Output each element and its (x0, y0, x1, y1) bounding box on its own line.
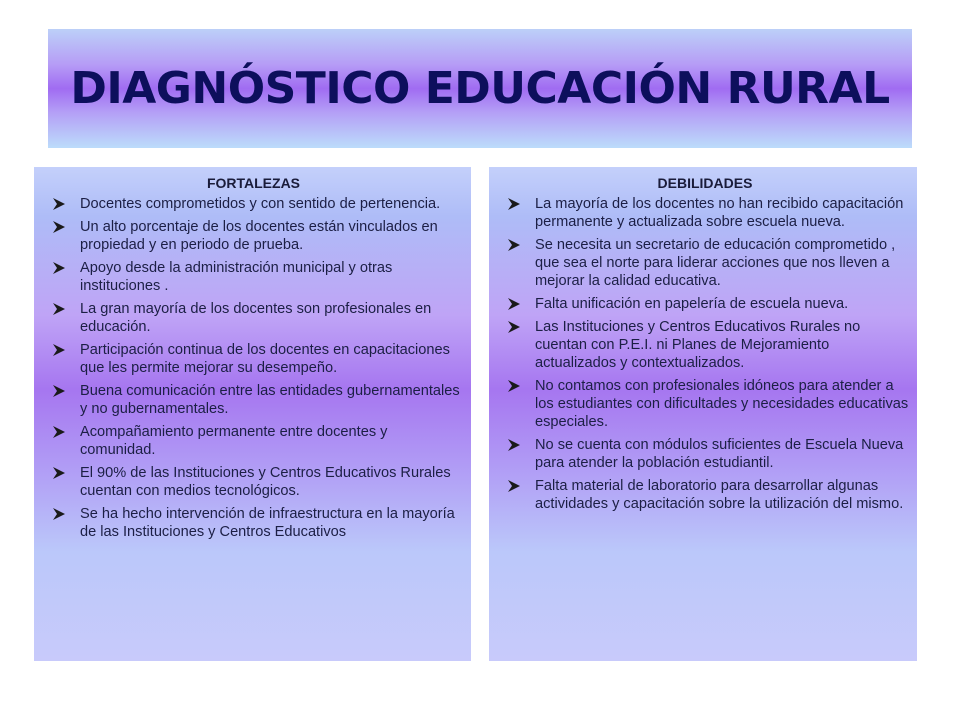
list-item-text: Las Instituciones y Centros Educativos Rurales no cuentan con P.E.I. ni Planes de Mejoramiento actualizados y contextualizados. (535, 319, 861, 371)
arrowhead-bullet-icon (507, 320, 521, 334)
list-item (46, 195, 461, 213)
list-item-text: Se necesita un secretario de educación comprometido , que sea el norte para liderar acciones que nos lleven a mejorar la calidad educativa. (535, 237, 896, 289)
list-item (46, 382, 461, 418)
list-item-text: No contamos con profesionales idóneos para atender a los estudiantes con dificultades y necesidades educativas especiales. (535, 378, 909, 430)
debilidades-panel (489, 167, 917, 661)
arrowhead-bullet-icon (52, 302, 66, 316)
list-item-text: Un alto porcentaje de los docentes están vinculados en propiedad y en periodo de prueba. (80, 219, 438, 253)
list-item-text: Apoyo desde la administración municipal y otras instituciones . (80, 260, 393, 294)
list-item (46, 423, 461, 459)
arrowhead-bullet-icon (52, 220, 66, 234)
fortalezas-heading: FORTALEZAS (206, 175, 301, 191)
list-item-text: La mayoría de los docentes no han recibido capacitación permanente y actualizada sobre escuela nueva. (535, 196, 904, 230)
arrowhead-bullet-icon (507, 297, 521, 311)
list-item (46, 464, 461, 500)
list-item (46, 505, 461, 541)
list-item-text: La gran mayoría de los docentes son profesionales en educación. (80, 301, 432, 335)
list-item (501, 236, 909, 290)
arrowhead-bullet-icon (507, 438, 521, 452)
arrowhead-bullet-icon (52, 507, 66, 521)
arrowhead-bullet-icon (52, 261, 66, 275)
list-item (501, 318, 909, 372)
list-item-text: Falta unificación en papelería de escuela nueva. (535, 296, 849, 312)
list-item-text: Docentes comprometidos y con sentido de pertenencia. (80, 196, 441, 212)
arrowhead-bullet-icon (52, 197, 66, 211)
list-item-text: Se ha hecho intervención de infraestructura en la mayoría de las Instituciones y Centros Educativos (80, 506, 455, 540)
list-item (46, 341, 461, 377)
list-item (501, 295, 909, 313)
list-item-text: Participación continua de los docentes en capacitaciones que les permite mejorar su desempeño. (80, 342, 450, 376)
title-banner (48, 29, 912, 148)
list-item (501, 377, 909, 431)
fortalezas-list (46, 195, 461, 541)
list-item (46, 218, 461, 254)
list-item-text: No se cuenta con módulos suficientes de Escuela Nueva para atender la población estudiantil. (535, 437, 904, 471)
arrowhead-bullet-icon (507, 479, 521, 493)
debilidades-list (501, 195, 909, 513)
list-item-text: Acompañamiento permanente entre docentes y comunidad. (80, 424, 388, 458)
page-title: DIAGNÓSTICO EDUCACIÓN RURAL (70, 63, 890, 114)
list-item (46, 259, 461, 295)
arrowhead-bullet-icon (507, 197, 521, 211)
arrowhead-bullet-icon (52, 384, 66, 398)
list-item (46, 300, 461, 336)
list-item (501, 195, 909, 231)
arrowhead-bullet-icon (52, 343, 66, 357)
list-item-text: El 90% de las Instituciones y Centros Educativos Rurales cuentan con medios tecnológicos. (80, 465, 451, 499)
debilidades-heading: DEBILIDADES (657, 175, 753, 191)
arrowhead-bullet-icon (52, 466, 66, 480)
arrowhead-bullet-icon (52, 425, 66, 439)
arrowhead-bullet-icon (507, 238, 521, 252)
arrowhead-bullet-icon (507, 379, 521, 393)
list-item-text: Falta material de laboratorio para desarrollar algunas actividades y capacitación sobre la utilización del mismo. (535, 478, 904, 512)
list-item (501, 436, 909, 472)
list-item-text: Buena comunicación entre las entidades gubernamentales y no gubernamentales. (80, 383, 460, 417)
list-item (501, 477, 909, 513)
fortalezas-panel (34, 167, 471, 661)
